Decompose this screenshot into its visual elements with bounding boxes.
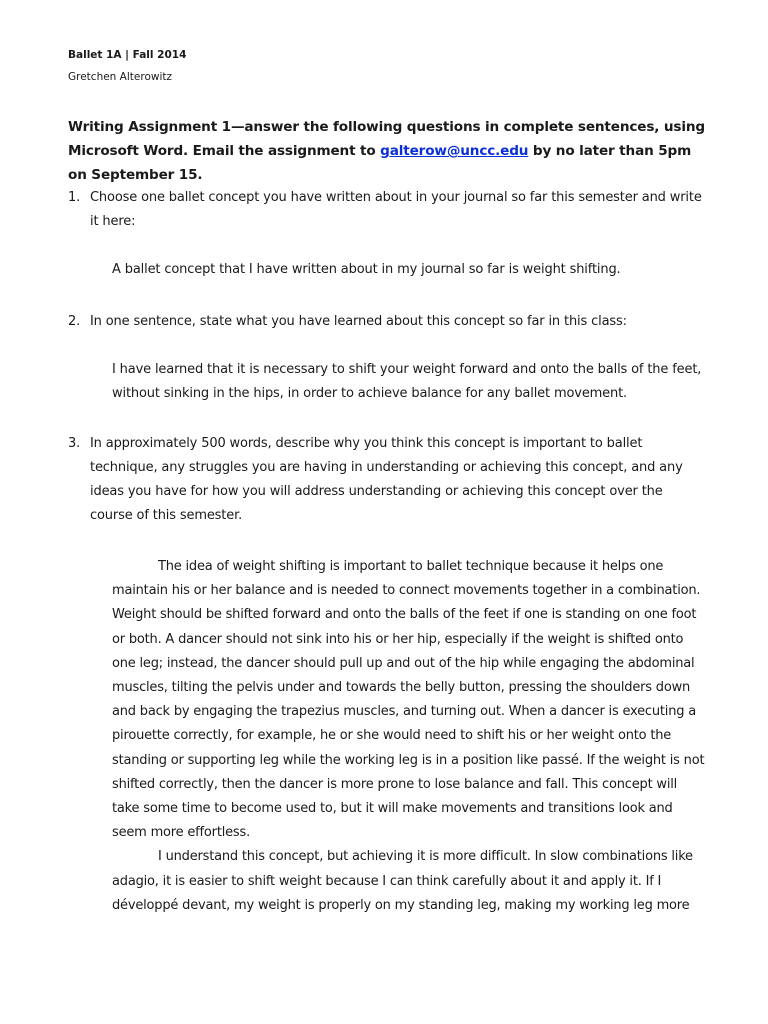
question-text: In approximately 500 words, describe why you think this concept is important to ballet technique, any struggles you are having in understanding or achieving this concept, and any ideas you have for how you will address understanding or achieving this concept over the course of this semester.: [90, 436, 683, 523]
essay-paragraph-2: I understand this concept, but achieving it is more difficult. In slow combinations like adagio, it is easier to shift weight because I can think carefully about it and apply it. If I développé devant, my weight is properly on my standing leg, making my working leg more: [112, 849, 693, 913]
course-title: Ballet 1A | Fall 2014: [68, 49, 187, 61]
question-number: 1.: [68, 190, 81, 205]
answer-1: A ballet concept that I have written about in my journal so far is weight shifting.: [112, 262, 621, 277]
email-link[interactable]: galterow@uncc.edu: [380, 143, 529, 159]
question-number: 3.: [68, 436, 81, 451]
question-1: [68, 186, 708, 234]
question-text: Choose one ballet concept you have written about in your journal so far this semester and write it here:: [90, 190, 702, 229]
essay-answer: [112, 555, 708, 918]
question-2: [68, 310, 708, 334]
assignment-instructions: [68, 115, 708, 187]
instructor-name: Gretchen Alterowitz: [68, 71, 173, 83]
question-3: [68, 432, 708, 528]
question-text: In one sentence, state what you have learned about this concept so far in this class:: [90, 314, 627, 329]
question-number: 2.: [68, 314, 81, 329]
assignment-intro: Writing Assignment 1—answer the following questions in complete sentences, using Microsoft Word. Email the assignment to: [68, 119, 705, 159]
assignment-deadline: by no later than 5pm on September 15.: [68, 143, 692, 183]
answer-2: I have learned that it is necessary to shift your weight forward and onto the balls of the feet, without sinking in the hips, in order to achieve balance for any ballet movement.: [112, 362, 702, 401]
essay-paragraph-1: The idea of weight shifting is important to ballet technique because it helps one maintain his or her balance and is needed to connect movements together in a combination. Weight should be shifted forward and onto the balls of the feet if one is standing on one foot or both. A dancer should not sink into his or her hip, especially if the weight is shifted onto one leg; instead, the dancer should pull up and out of the hip while engaging the abdominal muscles, tilting the pelvis under and towards the belly button, pressing the shoulders down and back by engaging the trapezius muscles, and turning out. When a dancer is executing a pirouette correctly, for example, he or she would need to shift his or her weight onto the standing or supporting leg while the working leg is in a position like passé. If the weight is not shifted correctly, then the dancer is more prone to lose balance and fall. This concept will take some time to become used to, but it will make movements and transitions look and seem more effortless.: [112, 559, 705, 841]
